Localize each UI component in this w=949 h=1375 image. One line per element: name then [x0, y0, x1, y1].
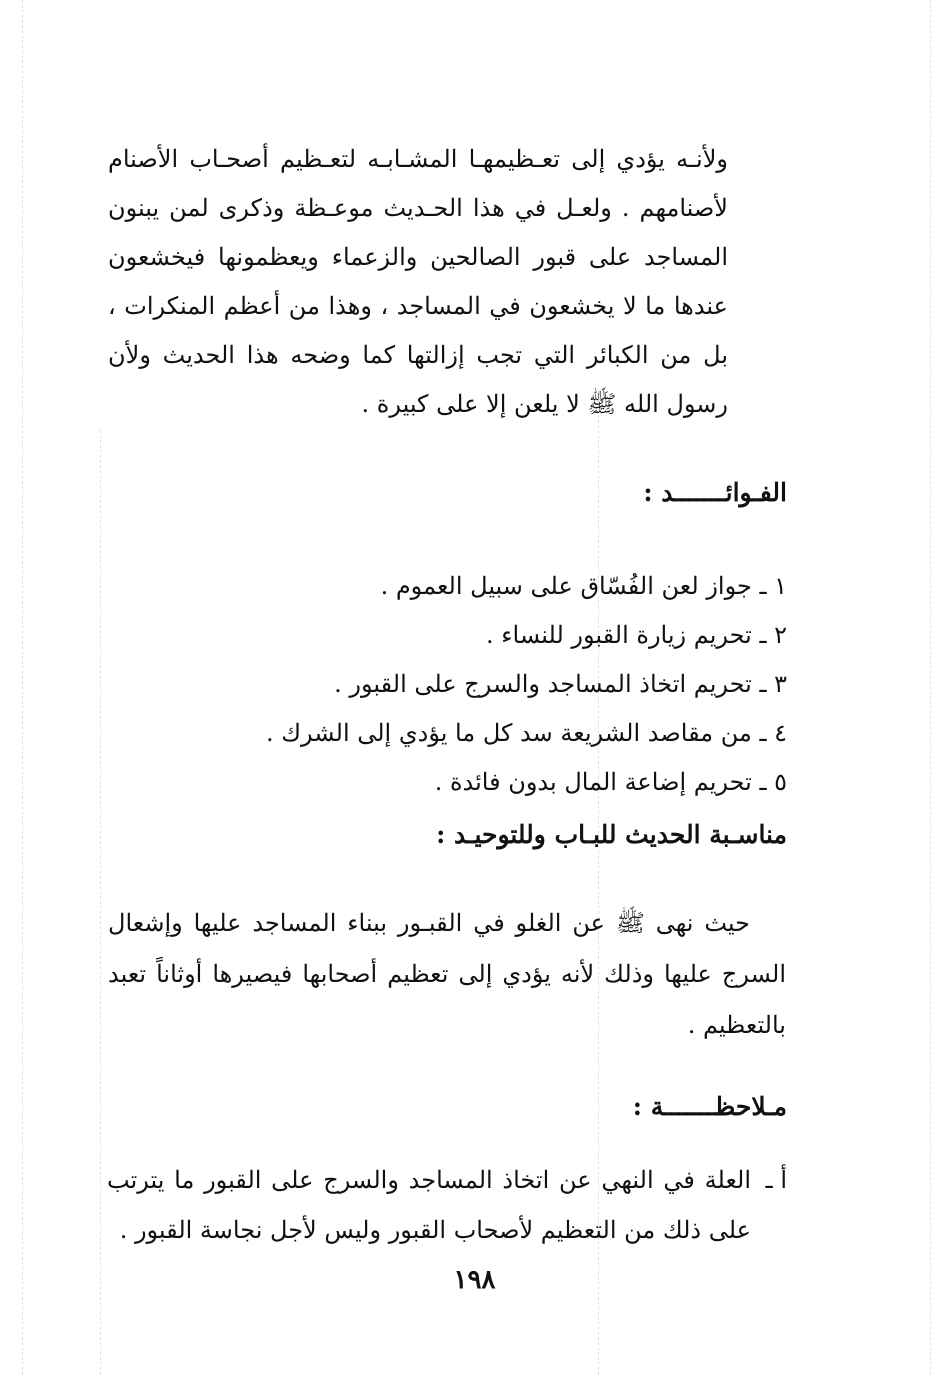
relevance-paragraph: حيث نهى ﷺ عن الغلو في القبـور ببناء المساجد عليها وإشعال السرج عليها وذلك لأنه يؤدي إلى تعظيم أصحابها فيصيرها أوثاناً تعبد بالتعظيم . [108, 909, 786, 1039]
scan-fold-line [22, 0, 23, 1375]
list-item: ٢ ـ تحريم زيارة القبور للنساء . [486, 621, 787, 649]
benefits-heading: الفـوائـــــــد : [643, 478, 787, 507]
note-marker: أ ـ [765, 1166, 787, 1194]
scan-fold-line [100, 430, 101, 1375]
note-item [107, 1155, 787, 1255]
page-number: ١٩٨ [453, 1265, 496, 1295]
scan-fold-line [930, 0, 931, 1375]
note-list [107, 1155, 787, 1255]
list-item: ٣ ـ تحريم اتخاذ المساجد والسرج على القبور . [334, 670, 787, 698]
list-item: ٤ ـ من مقاصد الشريعة سد كل ما يؤدي إلى الشرك . [265, 719, 787, 747]
note-text: العلة في النهي عن اتخاذ المساجد والسرج على القبور ما يترتب على ذلك من التعظيم لأصحاب القبور وليس لأجل نجاسة القبور . [107, 1166, 752, 1244]
benefits-list [187, 562, 787, 807]
intro-paragraph: ولأنـه يؤدي إلى تعـظيمهـا المشـابـه لتعـظيم أصحـاب الأصنام لأصنامهم . ولعـل في هذا الحـديث موعـظة وذكرى لمن يبنون المساجد على قبور الصالحين والزعماء ويعظمونها فيخشعون عندها ما لا يخشعون في المساجد ، وهذا من أعظم المنكرات ، بل من الكبائر التي تجب إزالتها كما وضحه هذا الحديث ولأن رسول الله ﷺ لا يلعن إلا على كبيرة . [108, 145, 728, 418]
relevance-heading: مناسـبة الحديث للبـاب وللتوحيـد : [436, 820, 787, 849]
list-item: ١ ـ جواز لعن الفُسّاق على سبيل العموم . [380, 572, 787, 600]
list-item: ٥ ـ تحريم إضاعة المال بدون فائدة . [434, 768, 787, 796]
note-heading: مـلاحظـــــــة : [632, 1092, 787, 1121]
